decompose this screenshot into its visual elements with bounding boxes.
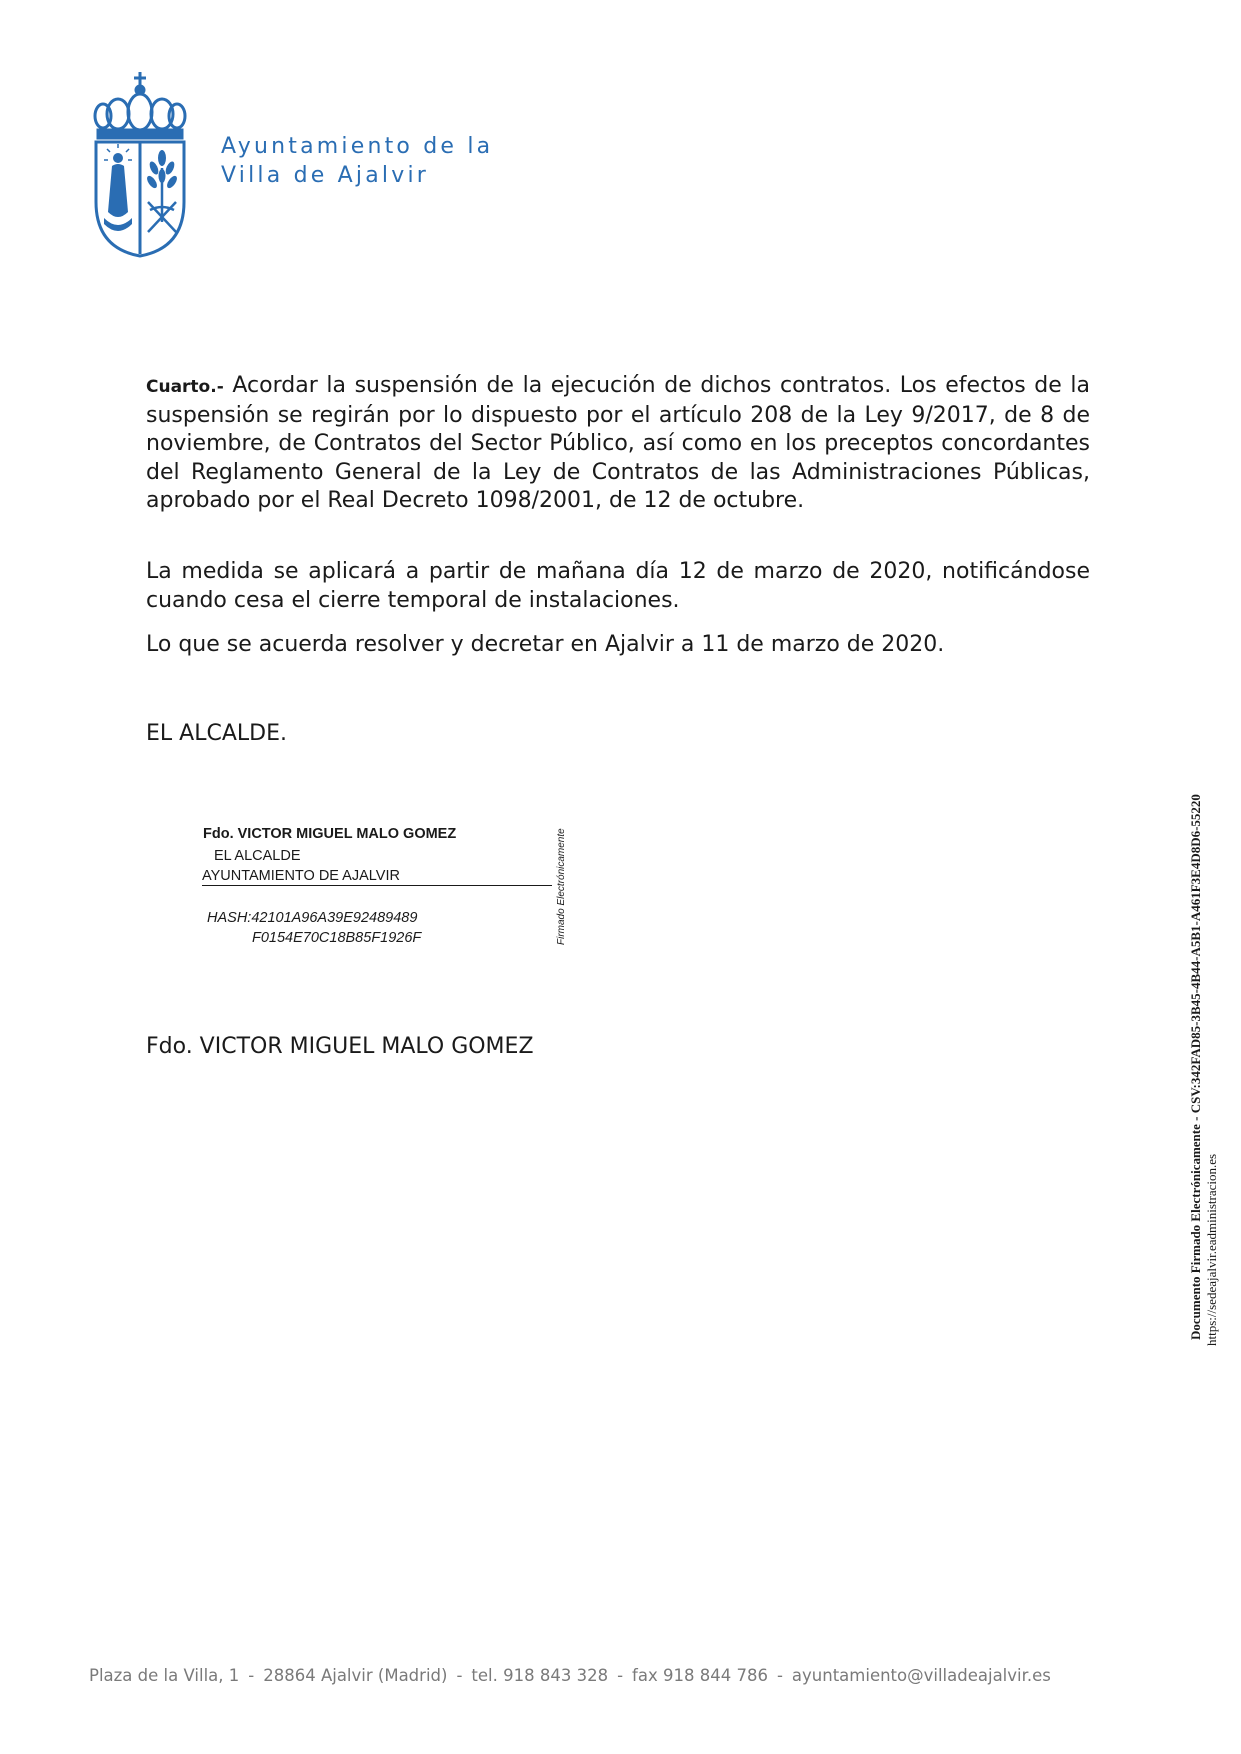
- paragraph-text: Acordar la suspensión de la ejecución de dichos contratos. Los efectos de la suspensión se regirán por lo dispuesto por el artículo 208 de la Ley 9/2017, de 8 de noviembre, de Contratos del Sector Público, así como en los preceptos concordantes del Reglamento General de la Ley de Contratos de las Administraciones Públicas, aprobado por el Real Decreto 1098/2001, de 12 de octubre.: [146, 373, 1090, 513]
- signature-hash-line2: F0154E70C18B85F1926F: [252, 930, 422, 946]
- footer-separator: -: [617, 1666, 624, 1685]
- footer-separator: -: [776, 1666, 783, 1685]
- csv-stamp-line1: Documento Firmado Electrónicamente - CSV:342FAD85-3B45-4B44-A5B1-A461F3E4D8D6-55220: [1188, 794, 1203, 1340]
- footer-city: 28864 Ajalvir (Madrid): [263, 1666, 448, 1685]
- paragraph-medida: La medida se aplicará a partir de mañana día 12 de marzo de 2020, notificándose cuando cesa el cierre temporal de instalaciones.: [146, 559, 1090, 613]
- footer-email[interactable]: ayuntamiento@villadeajalvir.es: [791, 1666, 1051, 1685]
- paragraph-label: Cuarto.-: [146, 377, 224, 397]
- footer-separator: -: [248, 1666, 255, 1685]
- organization-name-line2: Villa de Ajalvir: [221, 163, 430, 188]
- signature-organization: AYUNTAMIENTO DE AJALVIR: [202, 868, 552, 886]
- csv-stamp-url[interactable]: https://sedeajalvir.eadministracion.es: [1204, 1153, 1219, 1346]
- paragraph-firma: Fdo. VICTOR MIGUEL MALO GOMEZ: [146, 1034, 534, 1059]
- organization-name-line1: Ayuntamiento de la: [221, 134, 494, 159]
- paragraph-alcalde: EL ALCALDE.: [146, 721, 287, 746]
- paragraph-cuarto: [146, 372, 1090, 516]
- signature-name: Fdo. VICTOR MIGUEL MALO GOMEZ: [203, 826, 457, 842]
- signature-hash-line1: HASH:42101A96A39E92489489: [207, 910, 418, 926]
- signature-role: EL ALCALDE: [214, 848, 301, 864]
- page-footer: [89, 1666, 1051, 1685]
- signature-vertical-label: Firmado Electrónicamente: [556, 828, 567, 945]
- footer-address: Plaza de la Villa, 1: [89, 1666, 240, 1685]
- footer-fax: fax 918 844 786: [632, 1666, 768, 1685]
- coat-of-arms-icon: [92, 72, 188, 258]
- organization-name: [221, 132, 493, 190]
- electronic-signature-block: [200, 826, 560, 956]
- footer-separator: -: [456, 1666, 463, 1685]
- footer-phone: tel. 918 843 328: [471, 1666, 609, 1685]
- paragraph-acuerdo: Lo que se acuerda resolver y decretar en Ajalvir a 11 de marzo de 2020.: [146, 632, 945, 657]
